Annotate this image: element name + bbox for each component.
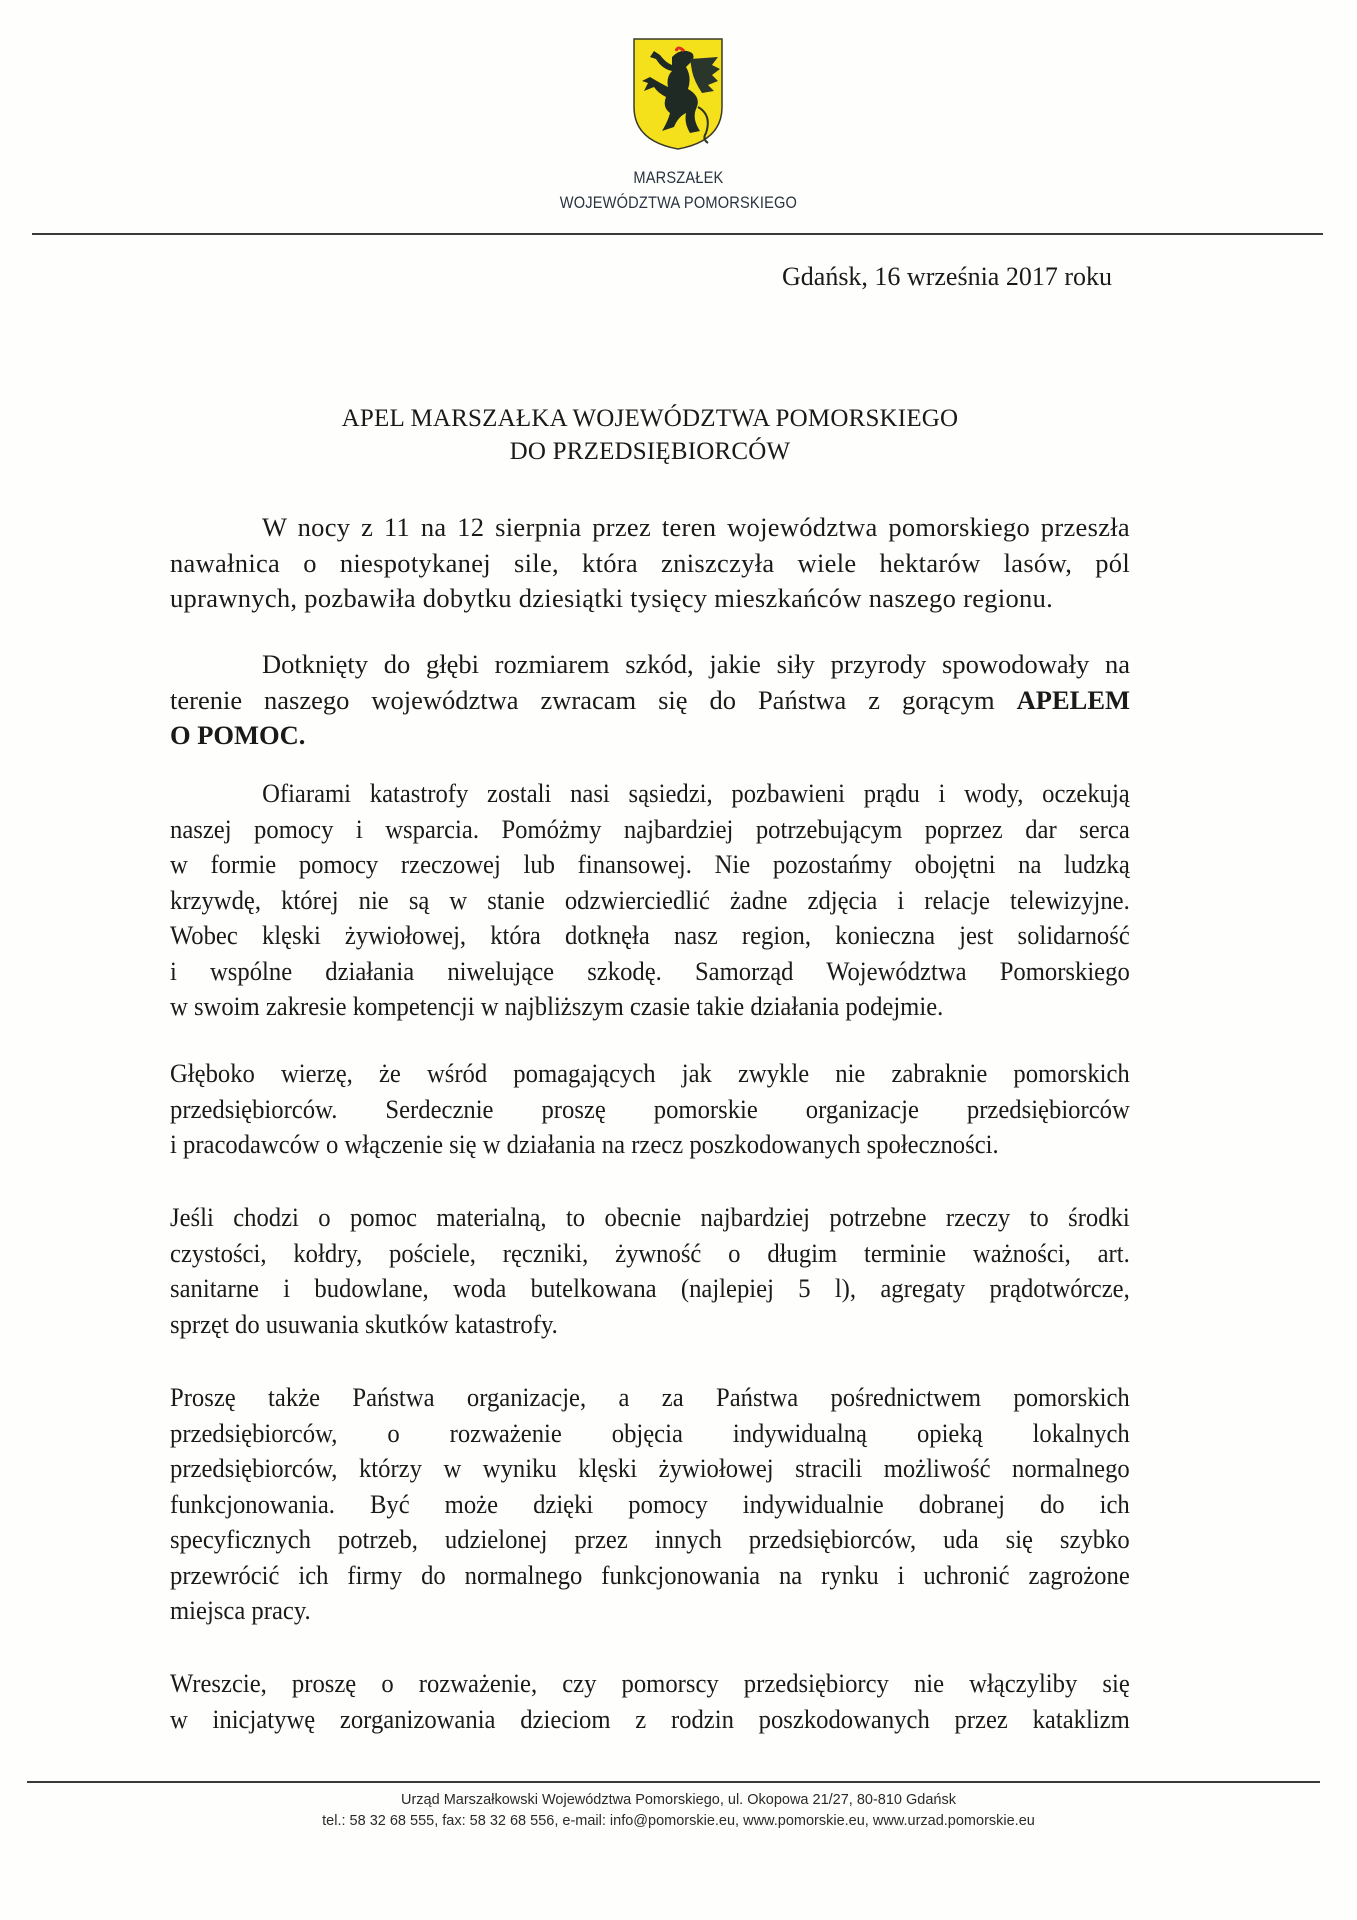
paragraph-line: Głęboko wierzę, że wśród pomagających jak zwykle nie zabraknie pomorskich (170, 1058, 1130, 1088)
coat-of-arms-icon (632, 37, 724, 151)
paragraph-line: w inicjatywę zorganizowania dzieciom z rodzin poszkodowanych przez kataklizm (170, 1703, 1130, 1734)
letter-date: Gdańsk, 16 września 2017 roku (782, 262, 1112, 291)
title-line-2: DO PRZEDSIĘBIORCÓW (509, 438, 791, 465)
paragraph-line: w swoim zakresie kompetencji w najbliższym czasie takie działania podejmie. (170, 991, 944, 1021)
footer-address: Urząd Marszałkowski Województwa Pomorskiego, ul. Okopowa 21/27, 80-810 Gdańsk (400, 1792, 956, 1808)
paragraph-line: przedsiębiorców. Serdecznie proszę pomorskie organizacje przedsiębiorców (170, 1093, 1130, 1124)
title-line-1: APEL MARSZAŁKA WOJEWÓDZTWA POMORSKIEGO (341, 405, 959, 432)
paragraph-5 (170, 1200, 1130, 1342)
letterhead-subtitle: WOJEWÓDZTWA POMORSKIEGO (559, 193, 798, 212)
paragraph-3 (170, 776, 1130, 1025)
paragraph-line: i wspólne działania niwelujące szkodę. Samorząd Województwa Pomorskiego (170, 955, 1130, 986)
paragraph-7 (170, 1666, 1130, 1737)
paragraph-line: Dotknięty do głębi rozmiarem szkód, jakie siły przyrody spowodowały na (262, 649, 1130, 679)
paragraph-line: przedsiębiorców, którzy w wyniku klęski żywiołowej stracili możliwość normalnego (170, 1453, 1130, 1483)
paragraph-line: Jeśli chodzi o pomoc materialną, to obecnie najbardziej potrzebne rzeczy to środki (170, 1202, 1130, 1232)
paragraph-line: czystości, kołdry, pościele, ręczniki, żywność o długim terminie ważności, art. (170, 1237, 1130, 1268)
paragraph-line: naszej pomocy i wsparcia. Pomóżmy najbardziej potrzebującym poprzez dar serca (170, 813, 1130, 844)
paragraph-line: Proszę także Państwa organizacje, a za Państwa pośrednictwem pomorskich (170, 1382, 1130, 1412)
paragraph-line: Wobec klęski żywiołowej, która dotknęła nasz region, konieczna jest solidarność (170, 920, 1130, 950)
footer-divider (27, 1781, 1320, 1783)
paragraph-line: Ofiarami katastrofy zostali nasi sąsiedzi, pozbawieni prądu i wody, oczekują (262, 778, 1130, 808)
header-divider (32, 233, 1323, 235)
paragraph-line: sanitarne i budowlane, woda butelkowana (najlepiej 5 l), agregaty prądotwórcze, (170, 1273, 1130, 1303)
paragraph-line: funkcjonowania. Być może dzięki pomocy indywidualnie dobranej do ich (170, 1488, 1130, 1519)
paragraph-line: miejsca pracy. (170, 1595, 311, 1625)
paragraph-line: specyficznych potrzeb, udzielonej przez innych przedsiębiorców, uda się szybko (170, 1524, 1130, 1554)
document-title (170, 402, 1130, 468)
paragraph-line: Wreszcie, proszę o rozważenie, czy pomorscy przedsiębiorcy nie włączyliby się (170, 1668, 1130, 1698)
paragraph-line: uprawnych, pozbawiła dobytku dziesiątki tysięcy mieszkańców naszego regionu. (170, 583, 1054, 613)
paragraph-line: sprzęt do usuwania skutków katastrofy. (170, 1308, 558, 1339)
paragraph-line: terenie naszego województwa zwracam się do Państwa z gorącym APELEM (170, 684, 1131, 715)
paragraph-4 (170, 1056, 1130, 1163)
footer-contact: tel.: 58 32 68 555, fax: 58 32 68 556, e-mail: info@pomorskie.eu, www.pomorskie.eu, www.urzad.pomorskie.eu (322, 1813, 1035, 1829)
paragraph-6 (170, 1380, 1130, 1629)
paragraph-line: w formie pomocy rzeczowej lub finansowej. Nie pozostańmy obojętni na ludzką (170, 849, 1130, 879)
paragraph-line: W nocy z 11 na 12 sierpnia przez teren województwa pomorskiego przeszła (262, 512, 1130, 542)
emphasis-apelem: APELEM (1016, 684, 1131, 715)
paragraph-line: przewrócić ich firmy do normalnego funkcjonowania na rynku i uchronić zagrożone (170, 1559, 1130, 1590)
paragraph-line: przedsiębiorców, o rozważenie objęcia indywidualną opieką lokalnych (170, 1417, 1130, 1448)
paragraph-1 (170, 510, 1130, 617)
letterhead-title: MARSZAŁEK (633, 168, 724, 187)
paragraph-line: i pracodawców o włączenie się w działania na rzecz poszkodowanych społeczności. (170, 1129, 999, 1159)
paragraph-2 (170, 647, 1130, 754)
paragraph-line: krzywdę, której nie są w stanie odzwierciedlić żadne zdjęcia i relacje telewizyjne. (170, 884, 1130, 915)
paragraph-line: nawałnica o niespotykanej sile, która zniszczyła wiele hektarów lasów, pól (170, 547, 1130, 578)
emphasis-o-pomoc: O POMOC. (170, 720, 306, 750)
